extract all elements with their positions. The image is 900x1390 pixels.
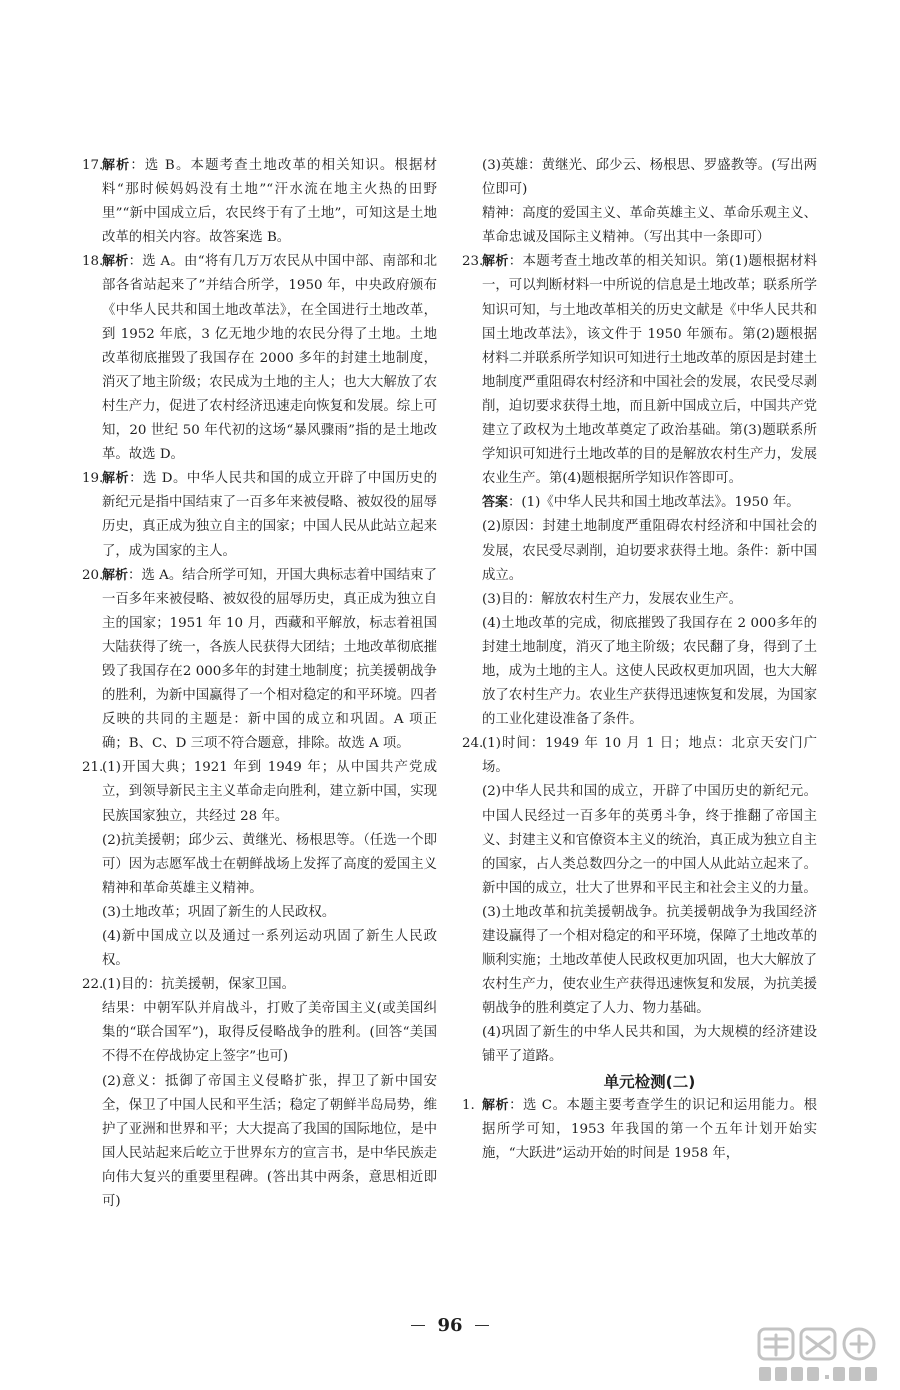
- page-number-dash-right: [475, 1325, 489, 1326]
- answer-paragraph: 精神：高度的爱国主义、革命英雄主义、革命乐观主义、革命忠诚及国际主义精神。（写出其中一条即可）: [482, 206, 817, 246]
- unit-test-answer-1: [462, 1094, 817, 1166]
- answer-text: [482, 250, 817, 491]
- question-number: 22.: [82, 977, 104, 993]
- answer-paragraph: (2)意义：抵御了帝国主义侵略扩张，捍卫了新中国安全，保卫了中国人民和平生活；稳定了朝鲜半岛局势，维护了亚洲和世界和平；大大提高了我国的国际地位，是中国人民站起来后屹立于世界东方的宣言书，是中华民族走向伟大复兴的重要里程碑。(答出其中两条，意思相近即可): [102, 1073, 437, 1210]
- answer-23: [462, 250, 817, 732]
- answer-paragraph: (3)土地改革；巩固了新生的人民政权。: [102, 904, 336, 920]
- analysis-label: 解析: [102, 567, 129, 583]
- answer-21: [82, 756, 437, 973]
- answer-text: [102, 564, 437, 757]
- section-title: 单元检测(二): [603, 1072, 696, 1091]
- analysis-text: ：选 C。本题主要考查学生的识记和运用能力。根据所学可知，1953 年我国的第一个五年计划开始实施，“大跃进”运动开始的时间是 1958 年，: [482, 1097, 817, 1161]
- answer-text: [482, 491, 817, 515]
- answer-label: 答案: [482, 495, 509, 511]
- answer-paragraph: (3)英雄：黄继光、邱少云、杨根思、罗盛教等。(写出两位即可): [482, 158, 817, 198]
- question-number: 1.: [462, 1097, 475, 1113]
- answer-paragraph: (1)目的：抗美援朝，保家卫国。: [102, 977, 296, 993]
- answer-paragraph: (3)土地改革和抗美援朝战争。抗美援朝战争为我国经济建设赢得了一个相对稳定的和平环境，保障了土地改革的顺利实施；土地改革使人民政权更加巩固，也大大解放了农村生产力，使农业生产获得迅速恢复和发展，为抗美援朝战争的胜利奠定了人力、物力基础。: [482, 904, 817, 1017]
- question-number: 18.: [82, 254, 104, 270]
- question-number: 24.: [462, 736, 484, 752]
- analysis-text: ：选 A。由“将有几万万农民从中国中部、南部和北部各省站起来了”并结合所学，1950 年，中央政府颁布《中华人民共和国土地改革法》，在全国进行土地改革，到 1952 年底，3 亿无地少地的农民分得了土地。土地改革彻底摧毁了我国存在 2000 多年的封建土地制度，消灭了地主阶级；农民成为土地的主人；也大大解放了农村生产力，促进了农村经济迅速走向恢复和发展。综上可知，20 世纪 50 年代初的这场“暴风骤雨”指的是土地改革。故选 D。: [102, 254, 437, 463]
- question-number: 20.: [82, 567, 104, 583]
- answer-20: [82, 564, 437, 757]
- answer-22-continued: [462, 154, 817, 250]
- analysis-label: 解析: [482, 1097, 510, 1113]
- answer-paragraph: 结果：中朝军队并肩战斗，打败了美帝国主义(或美国纠集的“联合国军”)，取得反侵略战争的胜利。(回答“美国不得不在停战协定上签字”也可): [102, 1001, 437, 1065]
- answer-paragraph: (2)中华人民共和国的成立，开辟了中国历史的新纪元。中国人民经过一百多年的英勇斗争，终于推翻了帝国主义、封建主义和官僚资本主义的统治，真正成为独立自主的国家，占人类总数四分之一的中国人从此站立起来了。新中国的成立，壮大了世界和平民主和社会主义的力量。: [482, 784, 817, 896]
- answer-text: [102, 250, 437, 467]
- analysis-text: ：本题考查土地改革的相关知识。第(1)题根据材料一，可以判断材料一中所说的信息是土地改革；联系所学知识可知，与土地改革相关的历史文献是《中华人民共和国土地改革法》，该文件于 1950 年颁布。第(2)题根据材料二并联系所学知识可知进行土地改革的原因是封建土地制度严重阻碍农村经济和中国社会的发展，农民受尽剥削，迫切要求获得土地，而且新中国成立后，中国共产党建立了政权为土地改革奠定了政治基础。第(3)题联系所学知识可知进行土地改革的目的是解放农村生产力，发展农业生产。第(4)题根据所学知识作答即可。: [482, 254, 817, 487]
- watermark-logo: [755, 1325, 890, 1385]
- answer-19: [82, 467, 437, 563]
- page-number-value: 96: [437, 1315, 463, 1336]
- answer-paragraph: (2)原因：封建土地制度严重阻碍农村经济和中国社会的发展，农民受尽剥削，迫切要求获得土地。条件：新中国成立。: [482, 519, 817, 583]
- answer-22: [82, 973, 437, 1214]
- analysis-label: 解析: [102, 254, 129, 270]
- answer-paragraph: (2)抗美援朝；邱少云、黄继光、杨根思等。（任选一个即可）因为志愿军战士在朝鲜战场上发挥了高度的爱国主义精神和革命英雄主义精神。: [102, 832, 437, 896]
- question-number: 23.: [462, 254, 484, 270]
- answer-paragraph: (3)目的：解放农村生产力，发展农业生产。: [482, 591, 742, 607]
- answer-paragraph: (4)新中国成立以及通过一系列运动巩固了新生人民政权。: [102, 929, 437, 969]
- right-column: [462, 154, 817, 1166]
- analysis-text: ：选 D。中华人民共和国的成立开辟了中国历史的新纪元是指中国结束了一百多年来被侵略、被奴役的屈辱历史，真正成为独立自主的国家；中国人民从此站立起来了，成为国家的主人。: [102, 471, 437, 559]
- analysis-label: 解析: [482, 254, 509, 270]
- question-number: 19.: [82, 471, 104, 487]
- question-number: 21.: [82, 760, 104, 776]
- analysis-text: ：选 A。结合所学可知，开国大典标志着中国结束了一百多年来被侵略、被奴役的屈辱历史，真正成为独立自主的国家；1951 年 10 月，西藏和平解放，标志着祖国大陆获得了统一，各族人民获得大团结；土地改革彻底摧毁了我国存在2 000多年的封建土地制度；抗美援朝战争的胜利，为新中国赢得了一个相对稳定的和平环境。四者反映的共同的主题是：新中国的成立和巩固。A 项正确；B、C、D 三项不符合题意，排除。故选 A 项。: [102, 567, 437, 752]
- answer-paragraph: (4)土地改革的完成，彻底摧毁了我国存在 2 000多年的封建土地制度，消灭了地主阶级；农民翻了身，得到了土地，成为土地的主人。这使人民政权更加巩固，也大大解放了农村生产力。农业生产获得迅速恢复和发展，为国家的工业化建设准备了条件。: [482, 615, 817, 728]
- left-column: [82, 154, 437, 1214]
- answer-content: ：(1)《中华人民共和国土地改革法》。1950 年。: [508, 495, 800, 511]
- answer-text: [102, 467, 437, 563]
- answer-paragraph: (4)巩固了新生的中华人民共和国，为大规模的经济建设铺平了道路。: [482, 1025, 817, 1065]
- answer-18: [82, 250, 437, 467]
- analysis-label: 解析: [102, 158, 131, 173]
- analysis-label: 解析: [102, 471, 130, 487]
- analysis-text: ：选 B。本题考查土地改革的相关知识。根据材料“那时候妈妈没有土地”“汗水流在地主火热的田野里”“新中国成立后，农民终于有了土地”，可知这是土地改革的相关内容。故答案选 B。: [102, 158, 437, 246]
- answer-text: [102, 154, 437, 250]
- page-number-dash-left: [411, 1325, 425, 1326]
- answer-paragraph: (1)时间：1949 年 10 月 1 日；地点：北京天安门广场。: [482, 736, 817, 776]
- answer-17: [82, 154, 437, 250]
- answer-paragraph: (1)开国大典；1921 年到 1949 年；从中国共产党成立，到领导新民主主义革命走向胜利，建立新中国，实现民族国家独立，共经过 28 年。: [102, 760, 437, 824]
- answer-text: [482, 1094, 817, 1166]
- answer-24: [462, 732, 817, 1069]
- question-number: 17.: [82, 158, 104, 173]
